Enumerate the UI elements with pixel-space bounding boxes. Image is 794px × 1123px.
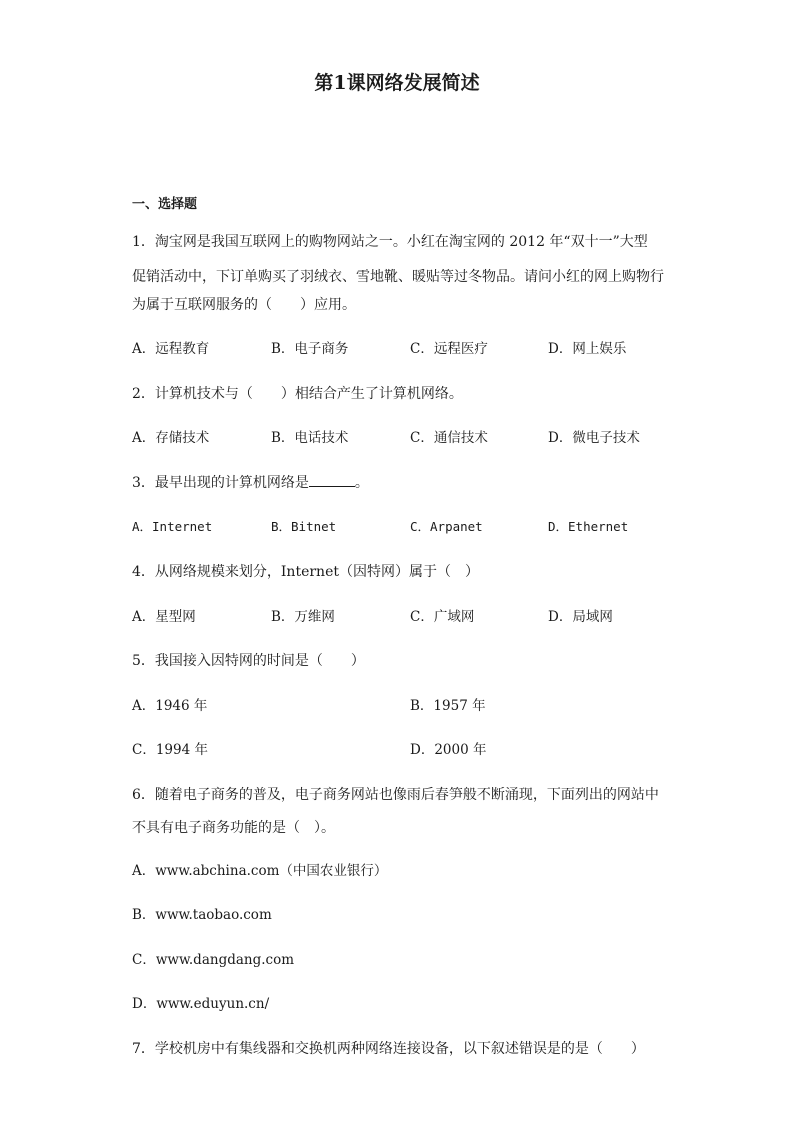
question-5-option-b: B．1957 年	[410, 698, 486, 714]
question-1-option-a: A．远程教育	[132, 341, 210, 357]
question-4-option-c: C．广域网	[410, 609, 475, 625]
question-1-option-c: C．远程医疗	[410, 341, 488, 357]
question-5-text: 5．我国接入因特网的时间是（ ）	[132, 653, 365, 669]
question-4-option-d: D．局域网	[548, 609, 613, 625]
question-2-option-c: C．通信技术	[410, 430, 488, 446]
question-2-option-a: A．存储技术	[132, 430, 210, 446]
question-6-option-c: C．www.dangdang.com	[132, 952, 295, 968]
question-6-line-2: 不具有电子商务功能的是（ ）。	[132, 820, 335, 836]
question-3-text	[132, 474, 369, 492]
question-5-option-d: D．2000 年	[410, 742, 487, 758]
question-3-text-before: 3．最早出现的计算机网络是	[132, 475, 309, 491]
page-title: 第1课网络发展简述	[314, 72, 480, 94]
question-2-text: 2．计算机技术与（ ）相结合产生了计算机网络。	[132, 386, 463, 402]
question-1-line-1: 1．淘宝网是我国互联网上的购物网站之一。小红在淘宝网的 2012 年“双十一”大型	[132, 234, 648, 250]
answer-blank	[309, 474, 355, 487]
question-6-option-b: B．www.taobao.com	[132, 907, 272, 923]
question-5-option-a: A．1946 年	[132, 698, 208, 714]
question-6-option-a: A．www.abchina.com（中国农业银行）	[132, 863, 388, 879]
section-heading: 一、选择题	[132, 197, 198, 212]
question-3-option-c: C．Arpanet	[410, 519, 483, 534]
question-6-line-1: 6．随着电子商务的普及，电子商务网站也像雨后春笋般不断涌现，下面列出的网站中	[132, 787, 659, 803]
question-2-option-b: B．电话技术	[271, 430, 349, 446]
question-4-text: 4．从网络规模来划分，Internet（因特网）属于（ ）	[132, 564, 479, 580]
question-3-option-a: A．Internet	[132, 519, 213, 534]
question-1-line-3: 为属于互联网服务的（ ）应用。	[132, 297, 356, 313]
question-1-option-d: D．网上娱乐	[548, 341, 627, 357]
question-5-option-c: C．1994 年	[132, 742, 208, 758]
question-4-option-a: A．星型网	[132, 609, 196, 625]
question-3-option-d: D．Ethernet	[548, 519, 629, 534]
question-1-option-b: B．电子商务	[271, 341, 349, 357]
question-3-text-after: 。	[354, 475, 369, 491]
question-7-text: 7．学校机房中有集线器和交换机两种网络连接设备，以下叙述错误是的是（ ）	[132, 1041, 645, 1057]
question-6-option-d: D．www.eduyun.cn/	[132, 996, 270, 1012]
question-3-option-b: B．Bitnet	[271, 519, 337, 534]
question-1-line-2: 促销活动中，下订单购买了羽绒衣、雪地靴、暖贴等过冬物品。请问小红的网上购物行	[132, 269, 664, 285]
question-2-option-d: D．微电子技术	[548, 430, 640, 446]
question-4-option-b: B．万维网	[271, 609, 335, 625]
